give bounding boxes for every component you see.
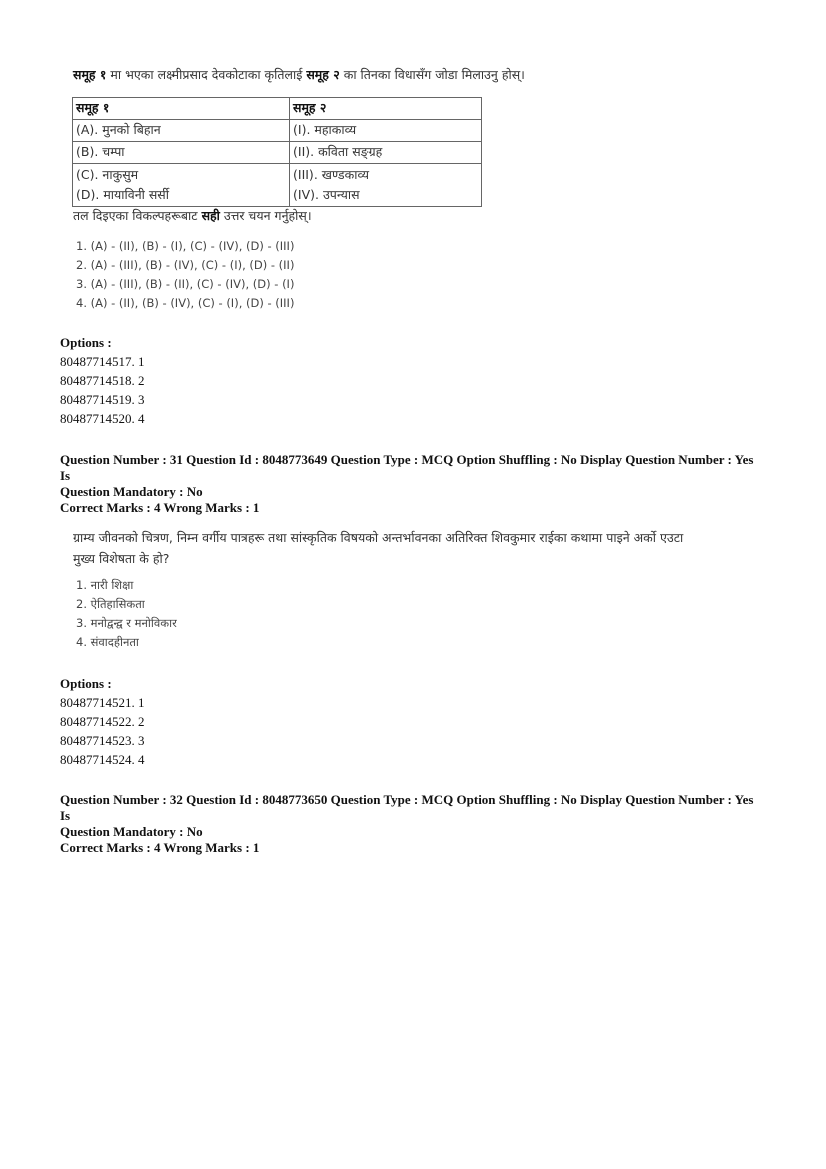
question-text-line: मुख्य विशेषता के हो? <box>73 551 170 566</box>
options-label: Options : <box>60 676 112 691</box>
question-text-line: ग्राम्य जीवनको चित्रण, निम्न वर्गीय पात्रहरू तथा सांस्कृतिक विषयको अन्तर्भावनका अतिरिक्त शिवकुमार राईका कथामा पाइने अर्को एउटा <box>73 530 684 545</box>
option-id: 80487714518. 2 <box>60 373 145 388</box>
choice-item: 4. संवादहीनता <box>76 635 139 649</box>
choice-item: 4. (A) - (II), (B) - (IV), (C) - (I), (D) - (III) <box>76 296 295 310</box>
table-row <box>73 164 482 207</box>
question-31-text <box>73 527 753 569</box>
table-cell: (III). खण्डकाव्य <box>293 167 369 182</box>
table-cell: (C). नाकुसुम <box>76 167 139 182</box>
question-meta-line: Question Number : 31 Question Id : 8048773649 Question Type : MCQ Option Shuffling : No Display Question Number : Yes Is <box>60 452 754 483</box>
table-cell: (A). मुनको बिहान <box>73 120 290 142</box>
question-30-choices <box>76 237 294 313</box>
instruction-text: तल दिइएका विकल्पहरूबाट <box>73 208 202 223</box>
table-cell-stacked <box>73 164 290 207</box>
table-cell: (D). मायाविनी सर्सी <box>76 187 169 202</box>
question-meta-line: Question Mandatory : No <box>60 484 203 499</box>
question-30-instruction <box>73 207 312 224</box>
option-id: 80487714517. 1 <box>60 354 145 369</box>
option-id: 80487714522. 2 <box>60 714 145 729</box>
choice-item: 1. नारी शिक्षा <box>76 578 134 592</box>
option-id: 80487714523. 3 <box>60 733 145 748</box>
table-row <box>73 120 482 142</box>
table-row <box>73 142 482 164</box>
option-id: 80487714519. 3 <box>60 392 145 407</box>
group-1-ref: समूह १ <box>73 67 107 82</box>
table-cell: (II). कविता सङ्ग्रह <box>290 142 482 164</box>
intro-text: मा भएका लक्ष्मीप्रसाद देवकोटाका कृतिलाई <box>106 67 307 82</box>
table-header-group-1: समूह १ <box>73 98 290 120</box>
table-cell-stacked <box>290 164 482 207</box>
table-cell: (I). महाकाव्य <box>290 120 482 142</box>
question-30-options <box>60 333 145 428</box>
group-2-ref: समूह २ <box>306 67 340 82</box>
options-label: Options : <box>60 335 112 350</box>
intro-text-end: का तिनका विधासँग जोडा मिलाउनु होस्। <box>339 67 525 82</box>
table-header-group-2: समूह २ <box>290 98 482 120</box>
choice-item: 1. (A) - (II), (B) - (I), (C) - (IV), (D) - (III) <box>76 239 295 253</box>
question-31-options <box>60 674 145 769</box>
match-table <box>72 97 482 207</box>
choice-item: 2. ऐतिहासिकता <box>76 597 145 611</box>
choice-item: 3. (A) - (III), (B) - (II), (C) - (IV), (D) - (I) <box>76 277 295 291</box>
option-id: 80487714521. 1 <box>60 695 145 710</box>
table-header-row <box>73 98 482 120</box>
table-cell: (B). चम्पा <box>73 142 290 164</box>
question-32-meta <box>60 792 760 856</box>
table-cell: (IV). उपन्यास <box>293 187 360 202</box>
option-id: 80487714520. 4 <box>60 411 145 426</box>
choice-item: 2. (A) - (III), (B) - (IV), (C) - (I), (D) - (II) <box>76 258 295 272</box>
question-marks: Correct Marks : 4 Wrong Marks : 1 <box>60 500 260 515</box>
choice-item: 3. मनोद्वन्द्व र मनोविकार <box>76 616 177 630</box>
question-31-meta <box>60 452 760 516</box>
instruction-bold: सही <box>201 208 220 223</box>
question-31-choices <box>76 576 177 652</box>
question-meta-line: Question Number : 32 Question Id : 8048773650 Question Type : MCQ Option Shuffling : No Display Question Number : Yes Is <box>60 792 754 823</box>
question-marks: Correct Marks : 4 Wrong Marks : 1 <box>60 840 260 855</box>
instruction-text-end: उत्तर चयन गर्नुहोस्। <box>219 208 312 223</box>
option-id: 80487714524. 4 <box>60 752 145 767</box>
question-30-intro <box>73 66 525 83</box>
question-meta-line: Question Mandatory : No <box>60 824 203 839</box>
